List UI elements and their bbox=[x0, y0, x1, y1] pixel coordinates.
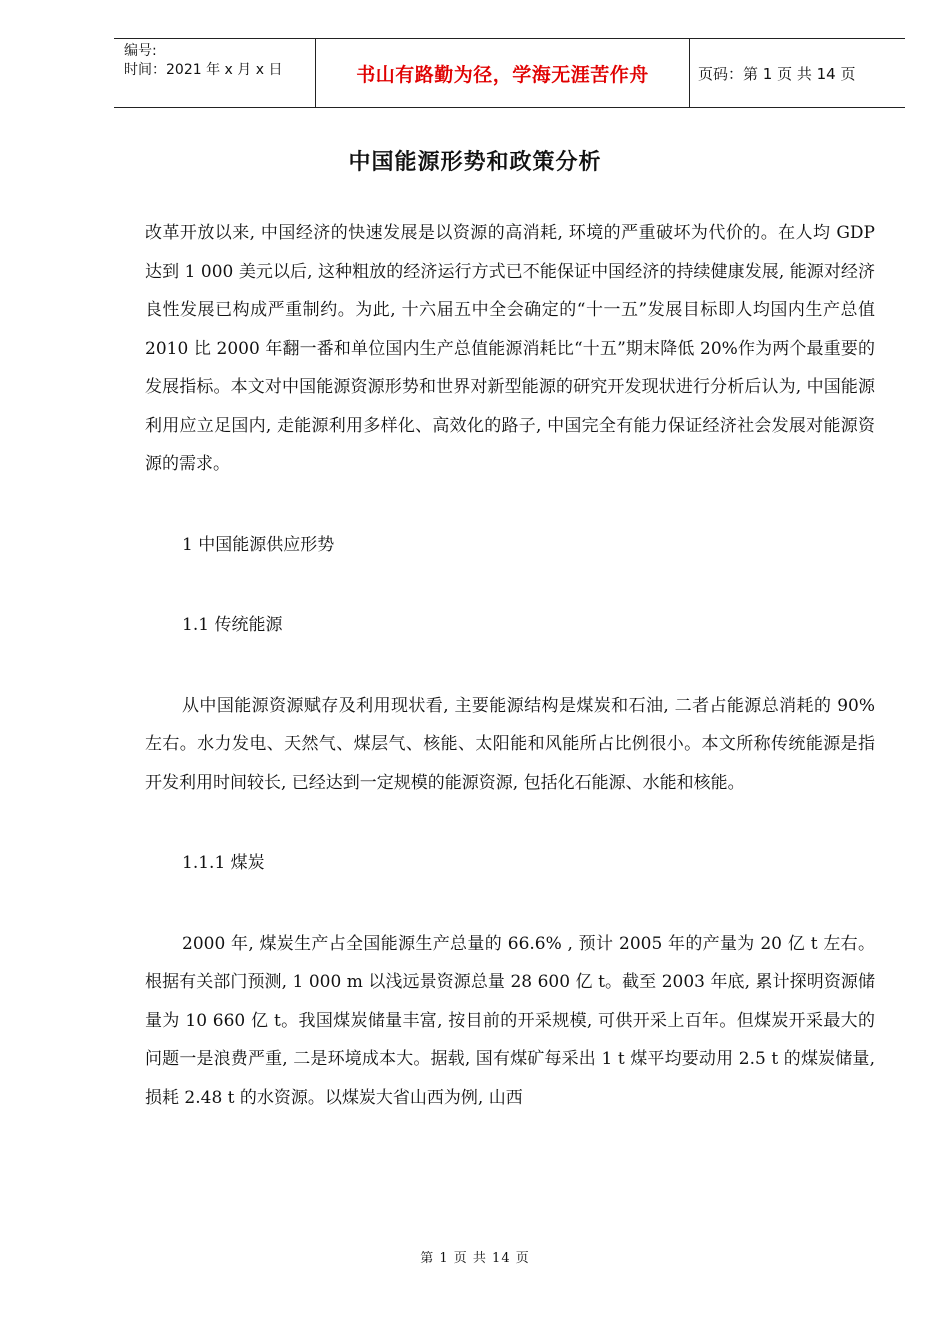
intro-paragraph: 改革开放以来, 中国经济的快速发展是以资源的高消耗, 环境的严重破坏为代价的。在人均 GDP 达到 1 000 美元以后, 这种粗放的经济运行方式已不能保证中国经济的持续健康发展, 能源对经济良性发展已构成严重制约。为此, 十六届五中全会确定的“十一五”发展目标即人均国内生产总值 2010 比 2000 年翻一番和单位国内生产总值能源消耗比“十五”期末降低 20%作为两个最重要的发展指标。本文对中国能源资源形势和世界对新型能源的研究开发现状进行分析后认为, 中国能源利用应立足国内, 走能源利用多样化、高效化的路子, 中国完全有能力保证经济社会发展对能源资源的需求。 bbox=[145, 223, 875, 474]
traditional-energy-paragraph: 从中国能源资源赋存及利用现状看, 主要能源结构是煤炭和石油, 二者占能源总消耗的 90%左右。水力发电、天然气、煤层气、核能、太阳能和风能所占比例很小。本文所称传统能源是指开发利用时间较长, 已经达到一定规模的能源资源, 包括化石能源、水能和核能。 bbox=[145, 695, 875, 793]
coal-paragraph: 2000 年, 煤炭生产占全国能源生产总量的 66.6% , 预计 2005 年的产量为 20 亿 t 左右。根据有关部门预测, 1 000 m 以浅远景资源总量 28 600 亿 t。截至 2003 年底, 累计探明资源储量为 10 660 亿 t。我国煤炭储量丰富, 按目前的开采规模, 可供开采上百年。但煤炭开采最大的问题一是浪费严重, 二是环境成本大。据载, 国有煤矿每采出 1 t 煤平均要动用 2.5 t 的煤炭储量, 损耗 2.48 t 的水资源。以煤炭大省山西为例, 山西 bbox=[145, 933, 875, 1108]
section-heading-1-1-1: 1.1.1 煤炭 bbox=[182, 853, 265, 873]
header-page-info: 页码：第 1 页 共 14 页 bbox=[698, 64, 856, 83]
page-footer: 第 1 页 共 14 页 bbox=[420, 1251, 530, 1266]
page-header bbox=[114, 38, 905, 108]
section-heading-1: 1 中国能源供应形势 bbox=[182, 534, 335, 555]
header-meta bbox=[114, 39, 316, 107]
document-time-label: 时间：2021 年 x 月 x 日 bbox=[124, 62, 283, 78]
document-title: 中国能源形势和政策分析 bbox=[348, 149, 602, 175]
document-body bbox=[145, 214, 875, 1117]
section-heading-1-1: 1.1 传统能源 bbox=[182, 615, 283, 635]
document-number-label: 编号: bbox=[124, 43, 157, 59]
header-motto: 书山有路勤为径，学海无涯苦作舟 bbox=[316, 39, 690, 107]
